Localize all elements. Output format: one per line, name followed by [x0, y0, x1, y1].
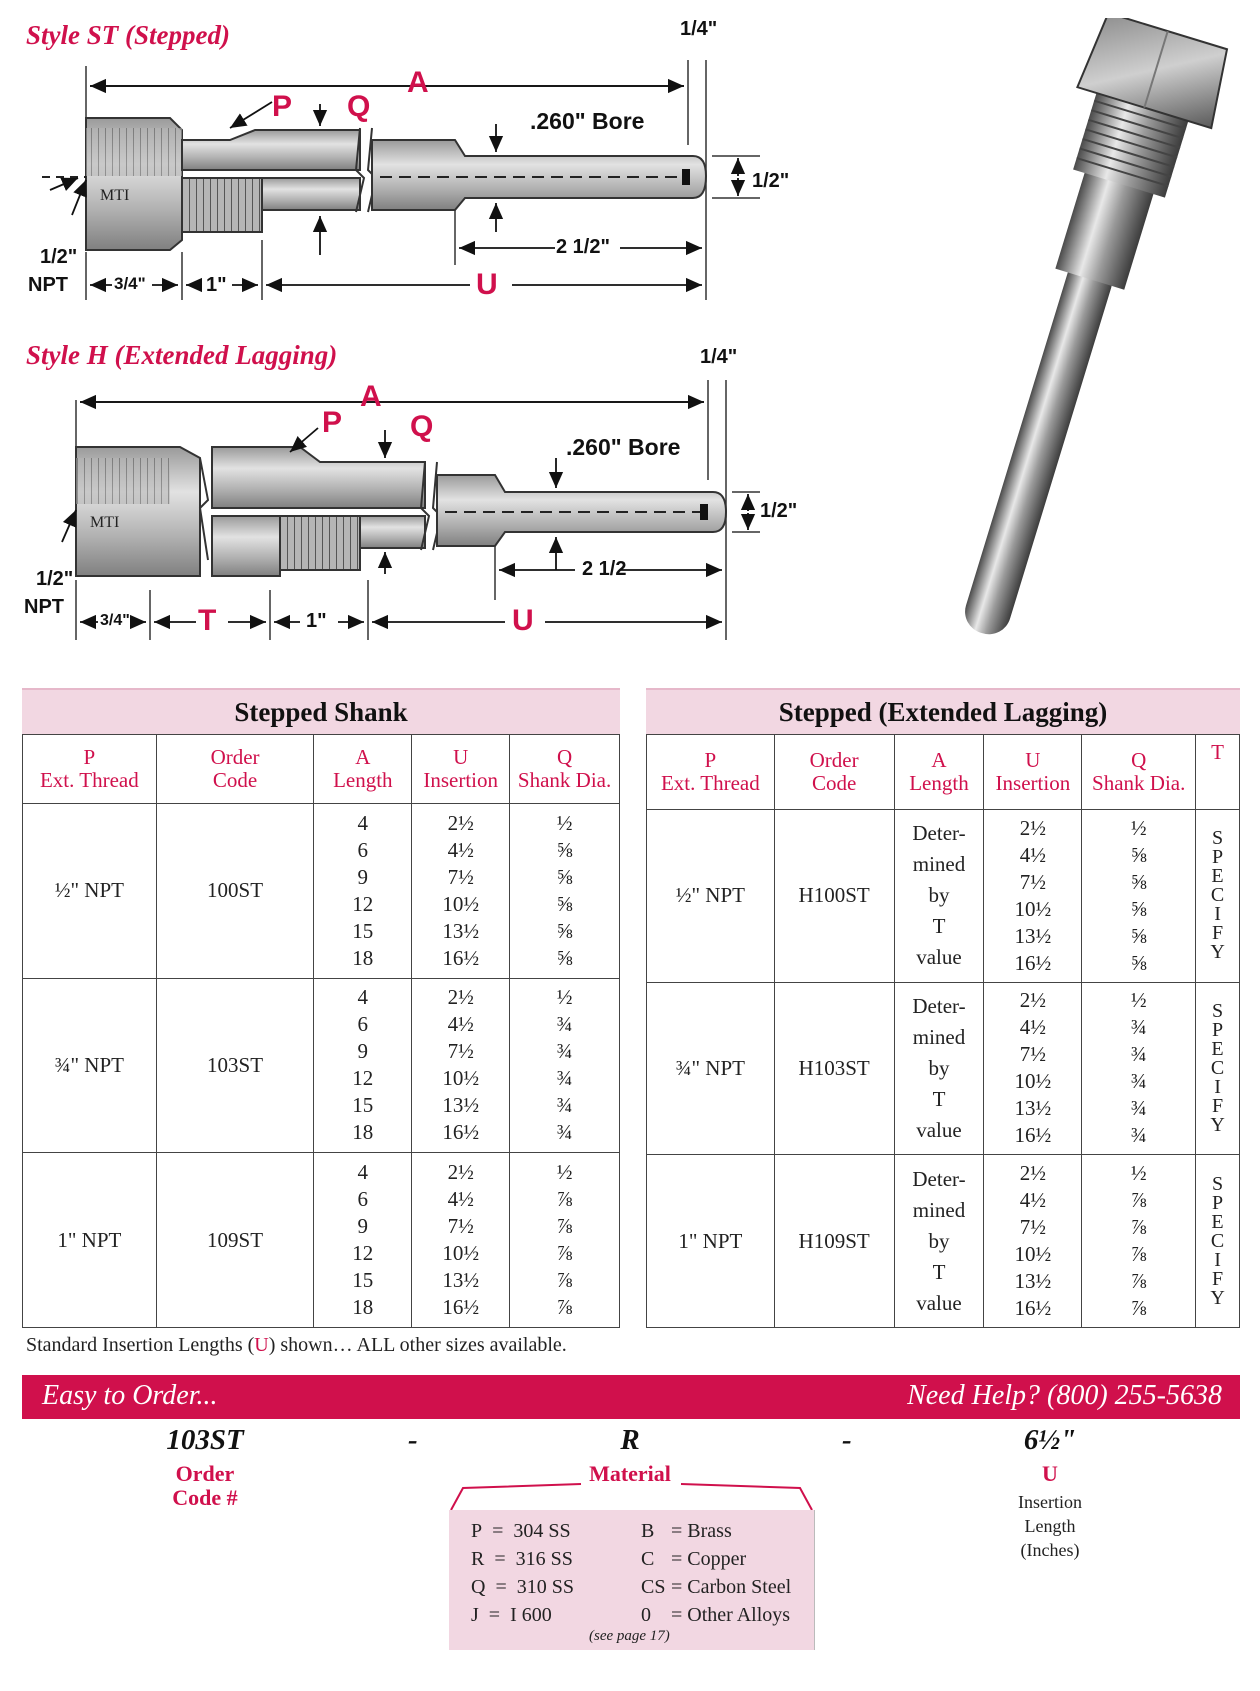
specify-cell: S P E C I F Y [1196, 982, 1240, 1155]
material-option: R = 316 SS [471, 1548, 573, 1570]
st-npt-half: 1/2" [40, 246, 78, 268]
st-quarter-dim: 1/4" [680, 18, 718, 40]
col-header-insertion: U Insertion [984, 735, 1082, 810]
shank-cell: ½ ¾ ¾ ¾ ¾ ¾ [510, 978, 620, 1153]
h-label-a: A [360, 380, 382, 413]
col-header-length: A Length [314, 735, 412, 804]
order-code-label: Order Code # [172, 1461, 238, 1510]
material-option: P = 304 SS [471, 1520, 571, 1542]
h-two-half: 2 1/2 [582, 558, 627, 580]
st-half-right: 1/2" [752, 170, 790, 192]
st-npt: NPT [28, 274, 68, 296]
insertion-cell: 2½ 4½ 7½ 10½ 13½ 16½ [984, 810, 1082, 983]
h-one-inch: 1" [306, 610, 327, 632]
thread-cell: ¾" NPT [23, 978, 157, 1153]
order-banner [22, 1375, 1240, 1419]
length-cell: 4 6 9 12 15 18 [314, 804, 412, 979]
code-cell: 100ST [156, 804, 314, 979]
shank-cell: ½ ⅝ ⅝ ⅝ ⅝ ⅝ [510, 804, 620, 979]
st-label-p: P [272, 90, 293, 123]
material-options-box [449, 1510, 815, 1650]
style-st-title: Style ST (Stepped) [26, 20, 230, 50]
h-bore-label: .260" Bore [566, 434, 681, 460]
material-option: B = Brass [641, 1520, 732, 1542]
material-option: 0 = Other Alloys [641, 1604, 791, 1626]
stepped-shank-table [22, 734, 620, 1328]
style-h-title: Style H (Extended Lagging) [26, 340, 338, 370]
order-dash-1: - [408, 1424, 418, 1456]
st-bore-label: .260" Bore [530, 108, 645, 134]
h-label-t: T [198, 604, 217, 637]
insertion-cell: 2½ 4½ 7½ 10½ 13½ 16½ [984, 982, 1082, 1155]
thermowell-photo [780, 18, 1240, 658]
table-row [23, 978, 620, 1153]
insertion-cell: 2½ 4½ 7½ 10½ 13½ 16½ [412, 1153, 510, 1328]
length-cell: 4 6 9 12 15 18 [314, 1153, 412, 1328]
material-option: Q = 310 SS [471, 1576, 574, 1598]
st-label-u: U [476, 268, 498, 301]
code-cell: H109ST [774, 1155, 894, 1328]
table-row [23, 1153, 620, 1328]
material-option: C = Copper [641, 1548, 747, 1570]
shank-cell: ½ ⅞ ⅞ ⅞ ⅞ ⅞ [510, 1153, 620, 1328]
material-label: Material [589, 1461, 671, 1486]
specify-cell: S P E C I F Y [1196, 810, 1240, 983]
code-cell: H100ST [774, 810, 894, 983]
h-three-quarter: 3/4" [100, 612, 130, 629]
col-header-insertion: U Insertion [412, 735, 510, 804]
code-cell: H103ST [774, 982, 894, 1155]
order-material-example: R [620, 1424, 640, 1456]
help-phone-text: Need Help? (800) 255-5638 [907, 1380, 1222, 1411]
length-cell: Deter- mined by T value [894, 810, 984, 983]
insertion-cell: 2½ 4½ 7½ 10½ 13½ 16½ [412, 978, 510, 1153]
col-header-thread: P Ext. Thread [23, 735, 157, 804]
st-mti-mark: MTI [100, 187, 130, 204]
standard-lengths-note: Standard Insertion Lengths (U) shown… ALL other sizes available. [26, 1334, 567, 1356]
material-option: CS = Carbon Steel [641, 1576, 792, 1598]
length-cell: Deter- mined by T value [894, 982, 984, 1155]
insertion-cell: 2½ 4½ 7½ 10½ 13½ 16½ [412, 804, 510, 979]
col-header-shank: Q Shank Dia. [510, 735, 620, 804]
st-three-quarter: 3/4" [114, 274, 146, 293]
col-header-thread: P Ext. Thread [647, 735, 775, 810]
st-label-q: Q [347, 90, 371, 123]
shank-cell: ½ ¾ ¾ ¾ ¾ ¾ [1082, 982, 1196, 1155]
table-header-row [647, 735, 1240, 810]
h-mti-mark: MTI [90, 514, 120, 531]
h-half-right: 1/2" [760, 500, 798, 522]
extended-lagging-title: Stepped (Extended Lagging) [646, 688, 1240, 734]
thermowell-diagrams [0, 0, 760, 660]
thread-cell: ½" NPT [23, 804, 157, 979]
h-label-u: U [512, 604, 534, 637]
col-header-code: Order Code [156, 735, 314, 804]
thread-cell: ¾" NPT [647, 982, 775, 1155]
thread-cell: ½" NPT [647, 810, 775, 983]
col-header-length: A Length [894, 735, 984, 810]
length-cell: Deter- mined by T value [894, 1155, 984, 1328]
h-npt: NPT [24, 596, 64, 618]
stepped-shank-title: Stepped Shank [22, 688, 620, 734]
h-label-q: Q [410, 410, 434, 443]
st-one-inch: 1" [206, 274, 227, 296]
specify-cell: S P E C I F Y [1196, 1155, 1240, 1328]
table-row [647, 982, 1240, 1155]
st-two-half: 2 1/2" [556, 236, 610, 258]
col-header-shank: Q Shank Dia. [1082, 735, 1196, 810]
material-option: J = I 600 [471, 1604, 552, 1626]
table-row [647, 1155, 1240, 1328]
insertion-length-label: Insertion Length (Inches) [1018, 1492, 1082, 1560]
shank-cell: ½ ⅝ ⅝ ⅝ ⅝ ⅝ [1082, 810, 1196, 983]
code-cell: 103ST [156, 978, 314, 1153]
order-length-example: 6½" [1023, 1424, 1077, 1456]
order-code-example: 103ST [166, 1424, 244, 1456]
style-st-diagram [42, 60, 760, 300]
col-header-t: T [1196, 735, 1240, 810]
material-bracket [449, 1466, 814, 1512]
insertion-cell: 2½ 4½ 7½ 10½ 13½ 16½ [984, 1155, 1082, 1328]
table-row [23, 804, 620, 979]
h-npt-half: 1/2" [36, 568, 74, 590]
extended-lagging-table [646, 734, 1240, 1328]
h-label-p: P [322, 406, 343, 439]
shank-cell: ½ ⅞ ⅞ ⅞ ⅞ ⅞ [1082, 1155, 1196, 1328]
thread-cell: 1" NPT [647, 1155, 775, 1328]
length-cell: 4 6 9 12 15 18 [314, 978, 412, 1153]
order-dash-2: - [842, 1424, 852, 1456]
see-page-note: (see page 17) [589, 1628, 670, 1644]
col-header-code: Order Code [774, 735, 894, 810]
table-row [647, 810, 1240, 983]
table-header-row [23, 735, 620, 804]
h-quarter-dim: 1/4" [700, 346, 738, 368]
st-label-a: A [407, 66, 429, 99]
u-label: U [1042, 1461, 1058, 1486]
code-cell: 109ST [156, 1153, 314, 1328]
easy-to-order-text: Easy to Order... [42, 1380, 218, 1411]
thread-cell: 1" NPT [23, 1153, 157, 1328]
